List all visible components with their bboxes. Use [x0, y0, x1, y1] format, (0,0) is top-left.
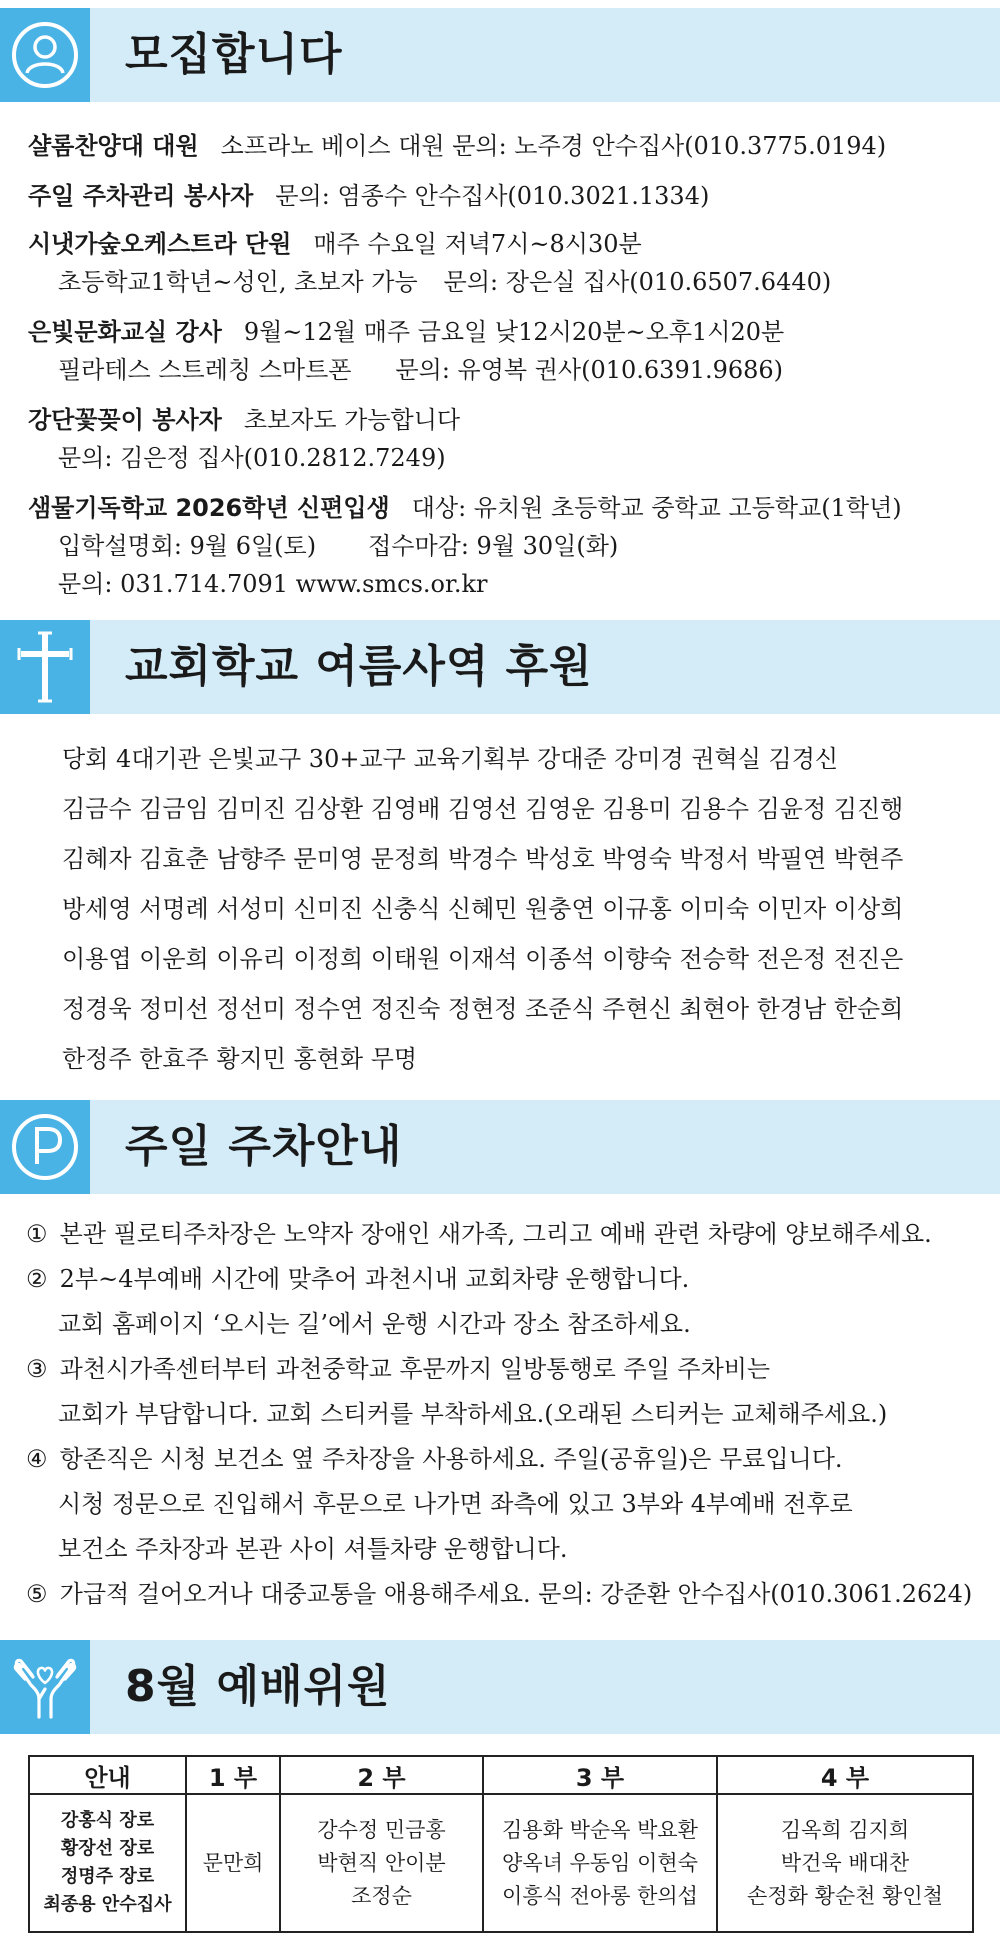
usher-name: 최종용 안수집사: [43, 1894, 172, 1915]
recruit-contact: 문의: 장은실 집사(010.6507.6440): [443, 268, 832, 296]
parking-text-cont: 교회 홈페이지 ‘오시는 길’에서 운행 시간과 장소 참조하세요.: [58, 1310, 691, 1338]
worship-title: 8월 예배위원: [125, 1661, 391, 1712]
column-header: 2 부: [280, 1756, 483, 1794]
recruit-deadline: 접수마감: 9월 30일(화): [368, 532, 619, 560]
recruit-title: 모집합니다: [125, 29, 343, 80]
usher-name: 황장선 장로: [60, 1838, 155, 1859]
recruit-text: 대상: 유치원 초등학교 중학교 고등학교(1학년): [411, 494, 902, 522]
parking-text-cont: 보건소 주차장과 본관 사이 셔틀차량 운행합니다.: [58, 1535, 568, 1563]
recruit-sub: [58, 439, 446, 477]
service4-cell: [717, 1794, 973, 1932]
parking-item: [26, 1575, 972, 1613]
recruit-key: 샬롬찬양대 대원: [28, 132, 199, 160]
donor-line: 방세영 서명례 서성미 신미진 신충식 신혜민 원충연 이규홍 이미숙 이민자 이상희: [62, 895, 904, 923]
support-title: 교회학교 여름사역 후원: [125, 641, 593, 692]
parking-icon: [0, 1100, 90, 1194]
service3-names: 양옥녀 우동임 이현숙: [502, 1850, 698, 1875]
recruit-item: [28, 313, 784, 351]
person-icon: [0, 8, 90, 102]
parking-text: 항존직은 시청 보건소 옆 주차장을 사용하세요. 주일(공휴일)은 무료입니다.: [59, 1445, 843, 1473]
parking-text-cont: 교회가 부담합니다. 교회 스티커를 부착하세요.(오래된 스티커는 교체해주세요.): [58, 1400, 888, 1428]
service4-names: 박건욱 배대찬: [780, 1850, 910, 1875]
parking-item: [26, 1260, 689, 1298]
parking-text-cont: 시청 정문으로 진입해서 후문으로 나가면 좌측에 있고 3부와 4부예배 전후로: [58, 1490, 853, 1518]
recruit-key: 강단꽃꽂이 봉사자: [28, 406, 222, 434]
service4-names: 손정화 황순천 황인철: [747, 1883, 943, 1908]
item-number: ⑤: [26, 1580, 48, 1608]
recruit-contact: 문의: 유영복 권사(010.6391.9686): [395, 356, 784, 384]
service4-names: 김옥희 김지희: [780, 1817, 910, 1842]
recruit-key: 샘물기독학교 2026학년 신편입생: [28, 494, 390, 522]
recruit-contact: 문의: 031.714.7091 www.smcs.or.kr: [58, 570, 488, 598]
hands-heart-icon: [0, 1640, 90, 1734]
column-header: 안내: [29, 1756, 186, 1794]
usher-name: 강홍식 장로: [60, 1810, 155, 1831]
service2-names: 강수정 민금홍: [317, 1817, 446, 1842]
donor-line: 정경욱 정미선 정선미 정수연 정진숙 정현정 조준식 주현신 최현아 한경남 한순희: [62, 995, 904, 1023]
item-number: ①: [26, 1220, 48, 1248]
service3-cell: [483, 1794, 717, 1932]
parking-item: [26, 1440, 843, 1478]
usher-cell: [29, 1794, 186, 1932]
parking-text: 가급적 걸어오거나 대중교통을 애용해주세요. 문의: 강준환 안수집사(010.3061.2624): [59, 1580, 973, 1608]
service1-cell: [186, 1794, 280, 1932]
recruit-key: 시냇가숲오케스트라 단원: [28, 230, 292, 258]
donor-line: 김혜자 김효춘 남향주 문미영 문정희 박경수 박성호 박영숙 박정서 박필연 박현주: [62, 845, 904, 873]
cross-icon: [0, 620, 90, 714]
service2-cell: [280, 1794, 483, 1932]
column-header: 1 부: [186, 1756, 280, 1794]
worship-header: [0, 1640, 1000, 1734]
recruit-contact: 문의: 김은정 집사(010.2812.7249): [58, 444, 446, 472]
recruit-text: 소프라노 베이스 대원 문의: 노주경 안수집사(010.3775.0194): [220, 132, 887, 160]
column-header: 3 부: [483, 1756, 717, 1794]
donor-line: 이용엽 이운희 이유리 이정희 이태원 이재석 이종석 이향숙 전승학 전은정 전진은: [62, 945, 904, 973]
donor-line: 김금수 김금임 김미진 김상환 김영배 김영선 김영운 김용미 김용수 김윤정 김진행: [62, 795, 904, 823]
service2-names: 조정순: [351, 1883, 412, 1908]
donor-line: 당회 4대기관 은빛교구 30+교구 교육기획부 강대준 강미경 권혁실 김경신: [62, 745, 839, 773]
service3-names: 김용화 박순옥 박요환: [502, 1817, 698, 1842]
worship-table: [28, 1755, 974, 1933]
table-row: [29, 1794, 973, 1932]
recruit-sub-text: 입학설명회: 9월 6일(토): [58, 532, 317, 560]
recruit-item: [28, 401, 460, 439]
item-number: ③: [26, 1355, 48, 1383]
donor-line: 한정주 한효주 황지민 홍현화 무명: [62, 1045, 418, 1073]
item-number: ②: [26, 1265, 48, 1293]
service1-names: 문만희: [202, 1850, 264, 1875]
recruit-sub: [58, 263, 831, 301]
support-header: [0, 620, 1000, 714]
parking-text: 2부~4부예배 시간에 맞추어 과천시내 교회차량 운행합니다.: [59, 1265, 690, 1293]
recruit-sub: [58, 527, 618, 565]
recruit-key: 주일 주차관리 봉사자: [28, 182, 254, 210]
recruit-item: [28, 177, 709, 215]
table-header-row: [29, 1756, 973, 1794]
recruit-sub: [58, 351, 783, 389]
recruit-text: 초보자도 가능합니다: [243, 406, 461, 434]
item-number: ④: [26, 1445, 48, 1473]
recruit-sub: [58, 565, 487, 603]
recruit-text: 9월~12월 매주 금요일 낮12시20분~오후1시20분: [243, 318, 785, 346]
recruit-sub-text: 초등학교1학년~성인, 초보자 가능: [58, 268, 418, 296]
column-header: 4 부: [717, 1756, 973, 1794]
usher-name: 정명주 장로: [60, 1866, 155, 1887]
service3-names: 이흥식 전아롱 한의섭: [502, 1883, 698, 1908]
service2-names: 박현직 안이분: [317, 1850, 446, 1875]
recruit-text: 문의: 염종수 안수집사(010.3021.1334): [275, 182, 710, 210]
parking-title: 주일 주차안내: [125, 1121, 403, 1172]
recruit-item: [28, 127, 886, 165]
parking-text: 본관 필로티주차장은 노약자 장애인 새가족, 그리고 예배 관련 차량에 양보해주세요.: [59, 1220, 932, 1248]
recruit-item: [28, 489, 902, 527]
recruit-key: 은빛문화교실 강사: [28, 318, 222, 346]
recruit-item: [28, 225, 642, 263]
parking-item: [26, 1215, 932, 1253]
parking-text: 과천시가족센터부터 과천중학교 후문까지 일방통행로 주일 주차비는: [59, 1355, 771, 1383]
recruit-sub-text: 필라테스 스트레칭 스마트폰: [58, 356, 352, 384]
parking-header: [0, 1100, 1000, 1194]
recruit-header: [0, 8, 1000, 102]
recruit-text: 매주 수요일 저녁7시~8시30분: [313, 230, 642, 258]
parking-item: [26, 1350, 770, 1388]
